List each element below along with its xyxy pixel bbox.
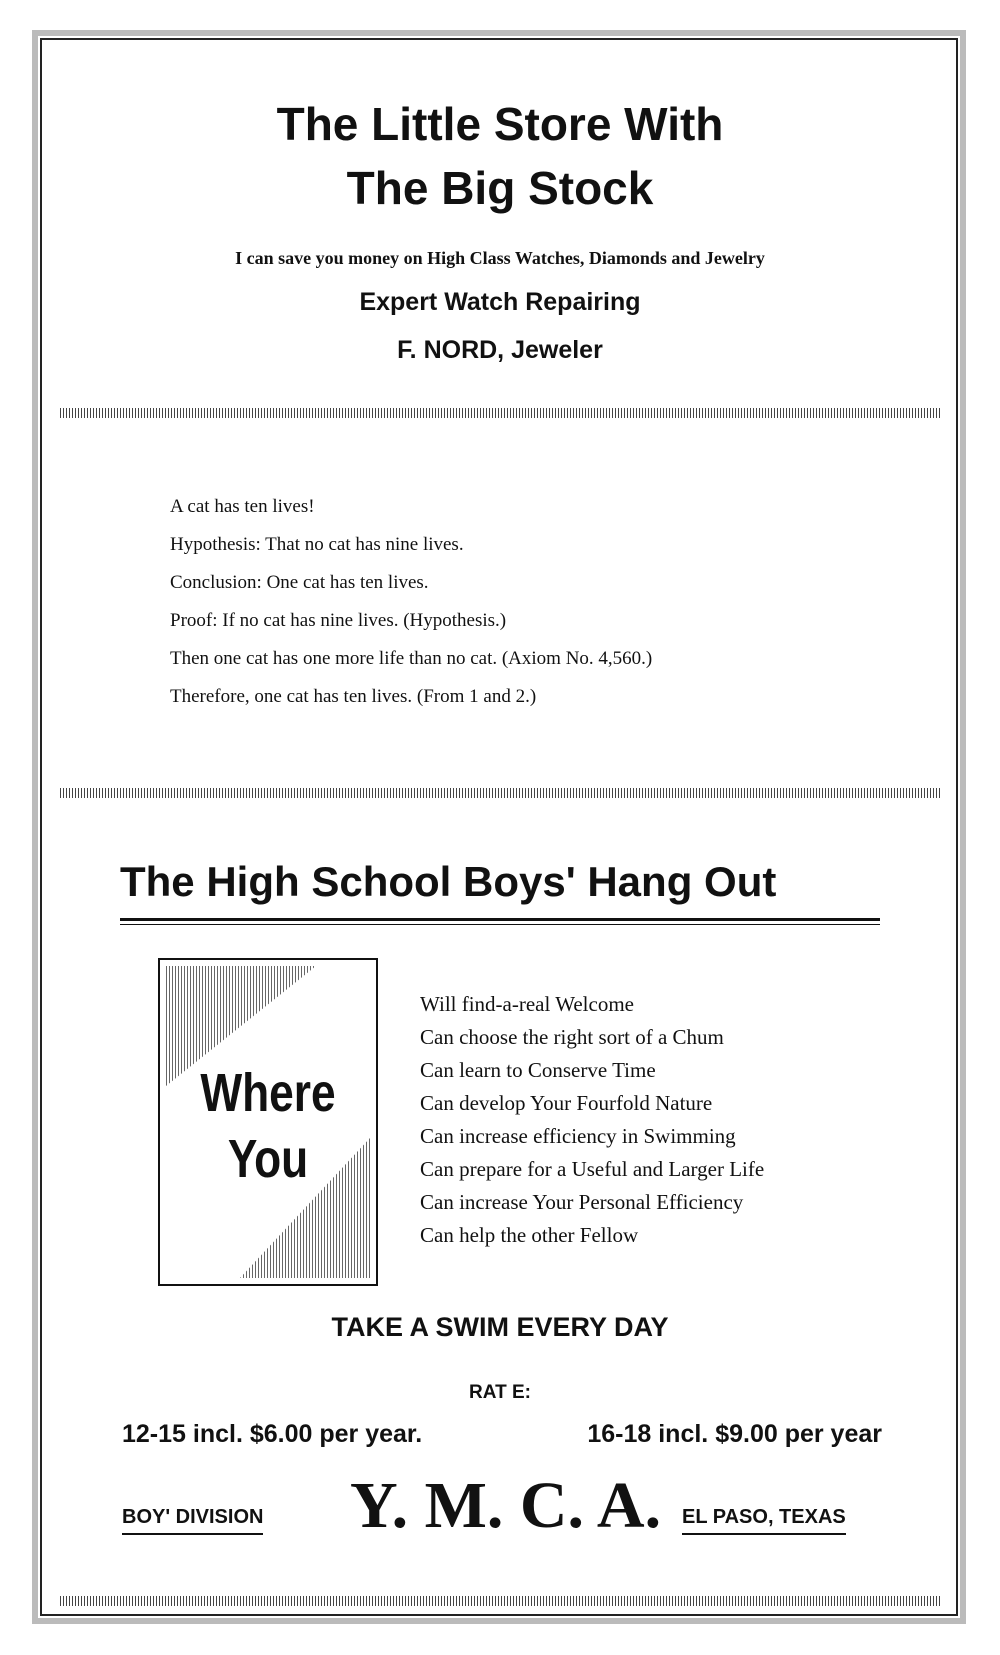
list-item: Can help the other Fellow [420, 1223, 639, 1247]
divider-rule-middle [60, 788, 940, 798]
list-item: Can prepare for a Useful and Larger Life [420, 1157, 765, 1181]
joke-line: Hypothesis: That no cat has nine lives. [170, 534, 464, 555]
list-item: Can increase efficiency in Swimming [420, 1124, 736, 1148]
jeweler-merchant: F. NORD, Jeweler [397, 336, 603, 364]
list-item: Can increase Your Personal Efficiency [420, 1190, 744, 1214]
rate-junior: 12-15 incl. $6.00 per year. [122, 1420, 423, 1448]
list-item: Can choose the right sort of a Chum [420, 1025, 724, 1049]
where-you-text [179, 1060, 356, 1192]
jeweler-tagline: I can save you money on High Class Watches, Diamonds and Jewelry [235, 248, 765, 268]
box-line-where: Where [200, 1063, 336, 1123]
list-item: Will find-a-real Welcome [420, 992, 634, 1016]
swim-slogan: TAKE A SWIM EVERY DAY [331, 1312, 669, 1342]
rate-senior: 16-18 incl. $9.00 per year [587, 1420, 882, 1448]
cat-joke [170, 488, 930, 716]
joke-line: A cat has ten lives! [170, 496, 315, 517]
title-underline-thin [120, 924, 880, 925]
divider-rule-top [60, 408, 940, 418]
page-border [40, 38, 958, 1616]
jeweler-title-line2: The Big Stock [346, 162, 654, 214]
jeweler-title-line1: The Little Store With [276, 98, 724, 150]
list-item: Can develop Your Fourfold Nature [420, 1091, 713, 1115]
location-label: EL PASO, TEXAS [682, 1506, 846, 1535]
box-line-you: You [227, 1129, 309, 1189]
joke-line: Proof: If no cat has nine lives. (Hypothesis.) [170, 610, 507, 631]
joke-line: Conclusion: One cat has ten lives. [170, 572, 429, 593]
joke-line: Therefore, one cat has ten lives. (From 1 and 2.) [170, 686, 537, 707]
where-you-box [158, 958, 378, 1286]
divider-rule-bottom [60, 1596, 940, 1606]
jeweler-ad-title [40, 92, 960, 220]
list-item: Can learn to Conserve Time [420, 1058, 656, 1082]
rate-heading: RAT E: [469, 1382, 531, 1403]
ymca-logo-text: Y. M. C. A. [350, 1469, 662, 1542]
joke-line: Then one cat has one more life than no cat. (Axiom No. 4,560.) [170, 648, 653, 669]
division-label: BOY' DIVISION [122, 1506, 263, 1535]
jeweler-service: Expert Watch Repairing [359, 288, 641, 316]
ymca-ad-title: The High School Boys' Hang Out [120, 858, 777, 905]
title-underline [120, 918, 880, 921]
benefits-list [420, 988, 764, 1252]
